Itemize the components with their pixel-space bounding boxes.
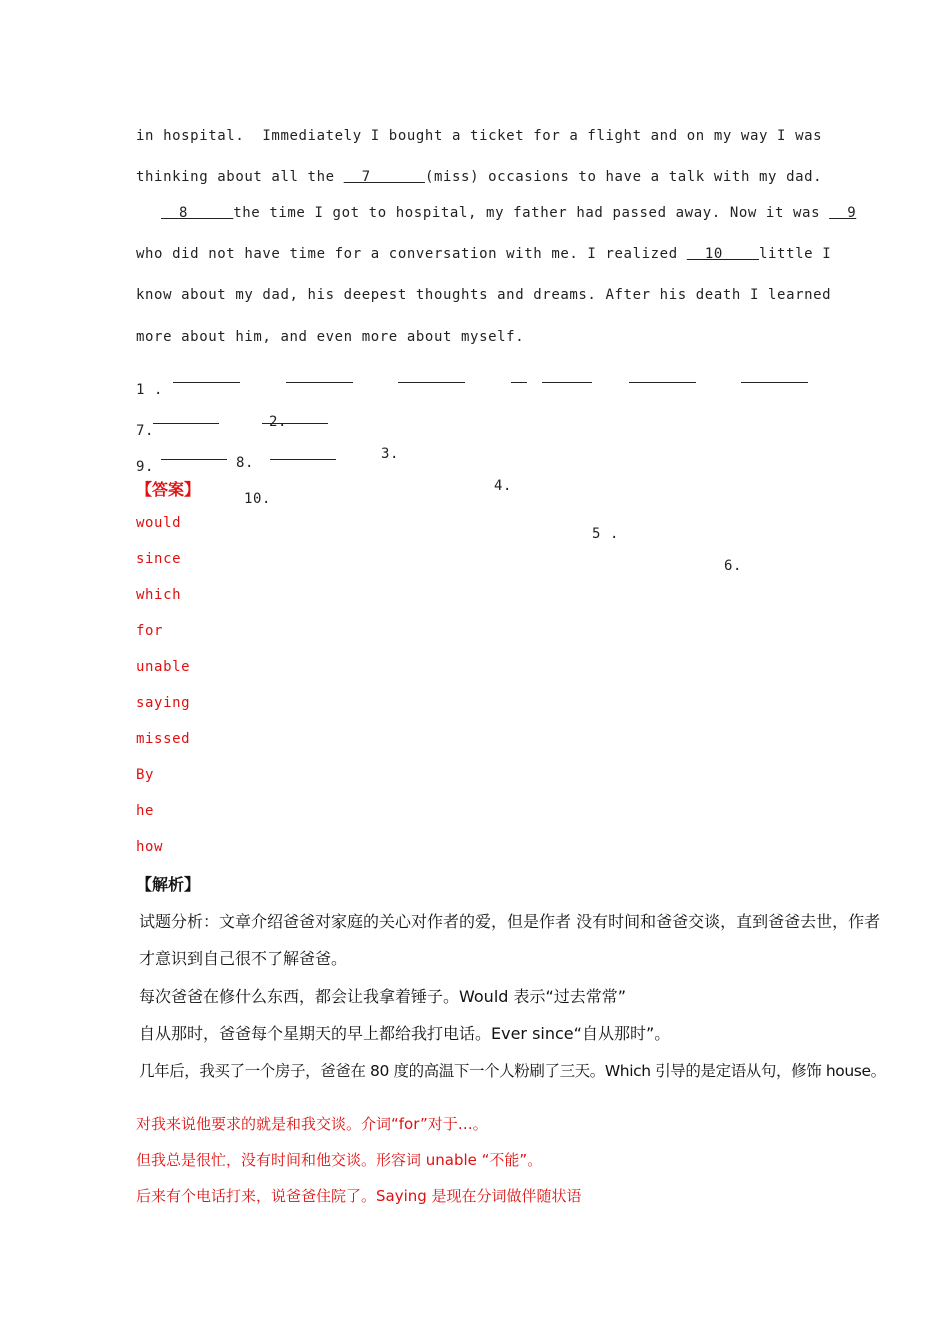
blank-label: 3. bbox=[381, 446, 400, 462]
analysis-paragraph-1-cont: 才意识到自己很不了解爸爸。 bbox=[139, 949, 348, 968]
blank-label: 4. bbox=[494, 478, 513, 494]
blank-label: 6. bbox=[724, 558, 743, 574]
answer-blank[interactable] bbox=[153, 409, 219, 424]
answer-blank[interactable] bbox=[398, 368, 465, 383]
note-1: 对我来说他要求的就是和我交谈。介词“for”对于…。 bbox=[136, 1115, 488, 1133]
passage-text: the time I got to hospital, my father had passed away. Now it was bbox=[233, 205, 830, 221]
answer-1: would bbox=[136, 515, 182, 531]
answer-6: saying bbox=[136, 695, 191, 711]
blank-label: 9. bbox=[136, 459, 155, 475]
answer-10: how bbox=[136, 839, 164, 855]
passage-line-6 bbox=[136, 329, 524, 345]
analysis-paragraph-3: 自从那时，爸爸每个星期天的早上都给我打电话。Ever since“自从那时”。 bbox=[139, 1024, 671, 1043]
note-3: 后来有个电话打来，说爸爸住院了。Saying 是现在分词做伴随状语 bbox=[136, 1187, 582, 1205]
passage-text: little I bbox=[759, 246, 832, 262]
passage-text: more about him, and even more about myself. bbox=[136, 329, 525, 345]
answer-blank[interactable] bbox=[629, 368, 696, 383]
blank-label: 1 . bbox=[136, 382, 164, 398]
analysis-paragraph-2: 每次爸爸在修什么东西，都会让我拿着锤子。Would 表示“过去常常” bbox=[139, 987, 627, 1006]
answer-blank[interactable] bbox=[511, 368, 527, 383]
analysis-paragraph-1: 试题分析：文章介绍爸爸对家庭的关心对作者的爱，但是作者 没有时间和爸爸交谈，直到爸爸去世，作者 bbox=[139, 912, 881, 931]
answer-heading: 【答案】 bbox=[136, 480, 201, 499]
analysis-paragraph-4: 几年后，我买了一个房子，爸爸在 80 度的高温下一个人粉刷了三天。Which 引导的是定语从句，修饰 house。 bbox=[139, 1062, 886, 1080]
passage-line-1 bbox=[136, 128, 822, 144]
answer-blank[interactable] bbox=[173, 368, 240, 383]
answer-blank[interactable] bbox=[270, 445, 336, 460]
passage-text: who did not have time for a conversation with me. I realized bbox=[136, 246, 687, 262]
answer-8: By bbox=[136, 767, 155, 783]
passage-line-2 bbox=[136, 169, 822, 185]
blank-8: 8 bbox=[161, 205, 234, 221]
analysis-heading: 【解析】 bbox=[136, 875, 201, 894]
answer-9: he bbox=[136, 803, 155, 819]
blank-label: 7. bbox=[136, 423, 155, 439]
blank-label: 8. bbox=[236, 455, 255, 471]
answer-3: which bbox=[136, 587, 182, 603]
passage-text: know about my dad, his deepest thoughts and dreams. After his death I learned bbox=[136, 287, 832, 303]
answer-blank[interactable] bbox=[262, 409, 328, 424]
passage-line-4 bbox=[136, 246, 831, 262]
answer-blank[interactable] bbox=[741, 368, 808, 383]
answer-5: unable bbox=[136, 659, 191, 675]
blank-9: 9 bbox=[829, 205, 857, 221]
blank-7: 7 bbox=[343, 169, 425, 185]
answer-blank[interactable] bbox=[286, 368, 353, 383]
passage-text: in hospital. Immediately I bought a ticket for a flight and on my way I was bbox=[136, 128, 823, 144]
answer-blank[interactable] bbox=[161, 445, 227, 460]
answer-7: missed bbox=[136, 731, 191, 747]
passage-line-5 bbox=[136, 287, 831, 303]
answer-blank[interactable] bbox=[542, 368, 592, 383]
note-2: 但我总是很忙，没有时间和他交谈。形容词 unable “不能”。 bbox=[136, 1151, 543, 1169]
blank-label: 5 . bbox=[592, 526, 620, 542]
blank-label: 2. bbox=[269, 414, 288, 430]
answer-2: since bbox=[136, 551, 182, 567]
answer-4: for bbox=[136, 623, 164, 639]
blank-label: 10. bbox=[244, 491, 272, 507]
passage-text: thinking about all the bbox=[136, 169, 344, 185]
passage-text: (miss) occasions to have a talk with my dad. bbox=[424, 169, 823, 185]
passage-line-3 bbox=[161, 205, 856, 221]
blank-10: 10 bbox=[686, 246, 759, 262]
